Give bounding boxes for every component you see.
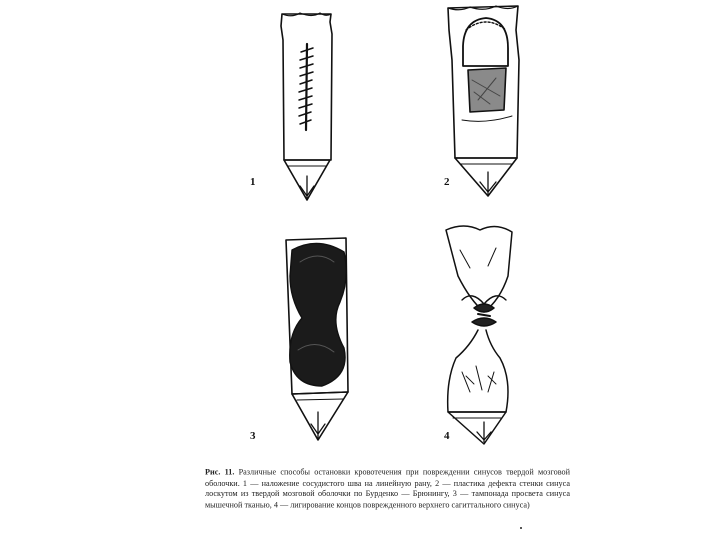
panel-1-drawing — [281, 13, 332, 200]
panel-3-number: 3 — [250, 430, 256, 442]
figure-caption — [205, 468, 570, 511]
scan-speck — [520, 527, 522, 529]
caption-text: Различные способы остановки кровотечения при повреждении синусов твердой мозговой оболочки. 1 — наложение сосудистого шва на линейную рану, 2 — пластика дефекта стенки синуса лоскутом из твердой мозговой оболочки по Бурденко — Брюнингу, 3 — тампонада просвета синуса мышечной тканью, 4 — лигирование концов поврежденного верхнего сагиттального синуса) — [205, 467, 570, 510]
caption-label: Рис. 11. — [205, 467, 235, 477]
ligature-knot — [472, 304, 496, 326]
panel-2-drawing — [448, 6, 519, 196]
panel-4-number: 4 — [444, 430, 450, 442]
muscle-plug-mass — [290, 243, 347, 386]
panel-1-number: 1 — [250, 176, 256, 188]
panel-2-number: 2 — [444, 176, 450, 188]
panel-4-drawing — [446, 226, 512, 444]
panel-3-drawing — [286, 238, 348, 440]
